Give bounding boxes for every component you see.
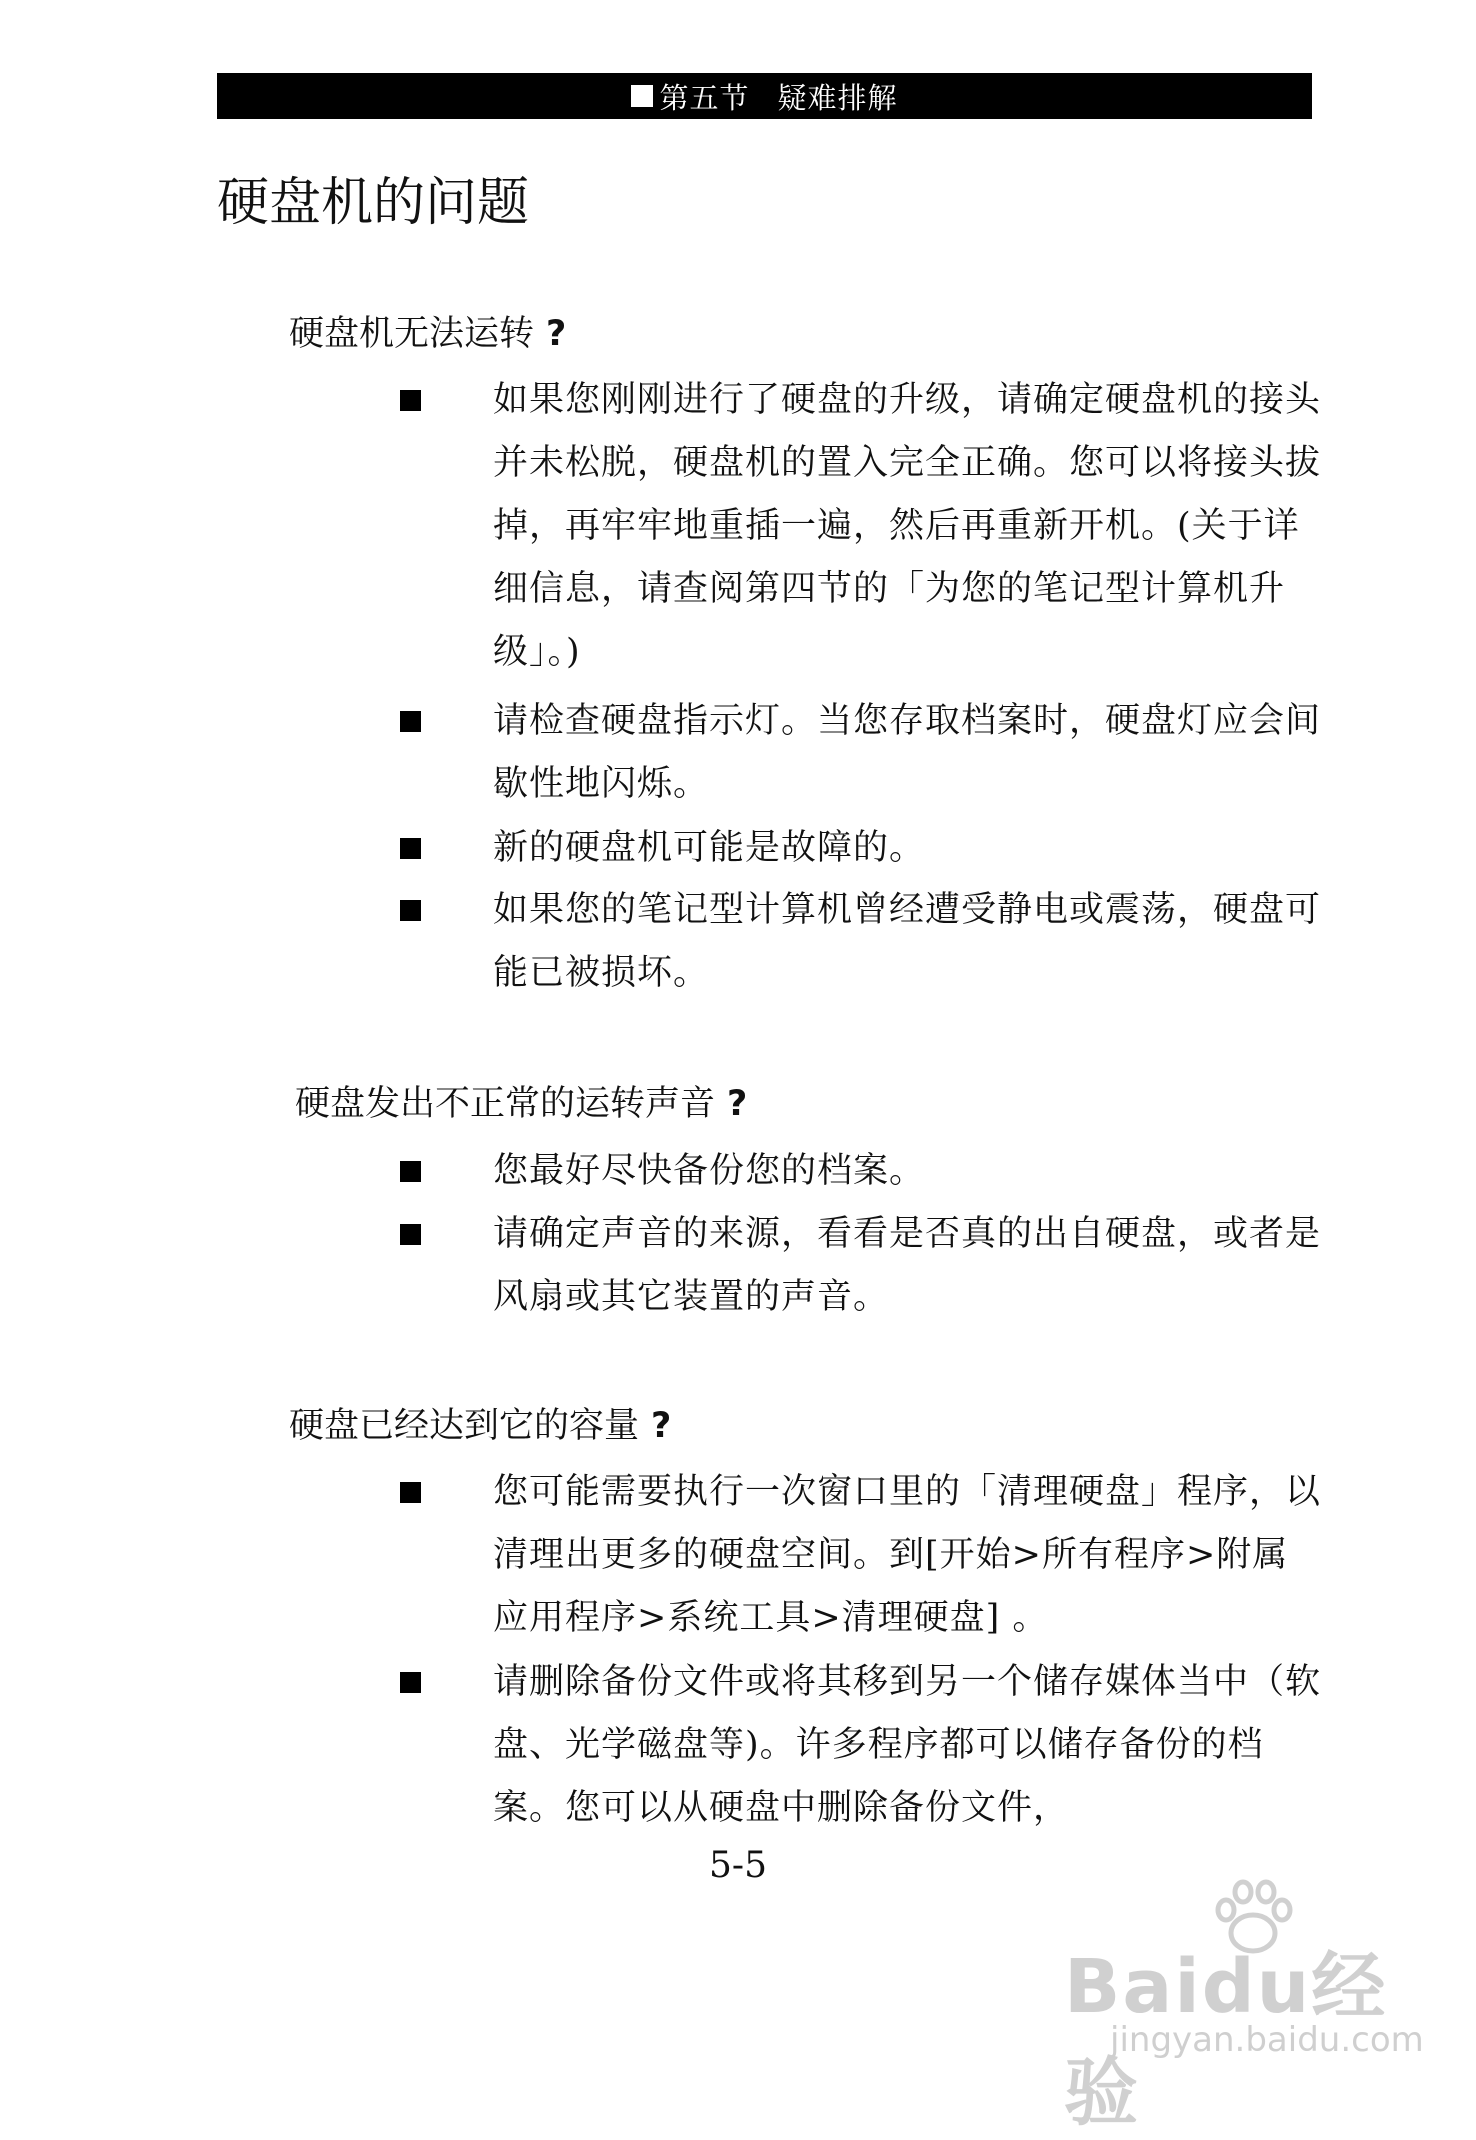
- list-item: 如果您刚刚进行了硬盘的升级，请确定硬盘机的接头并未松脱，硬盘机的置入完全正确。您可以将接头拔掉，再牢牢地重插一遍，然后再重新开机。(关于详细信息，请查阅第四节的「为您的笔记型计算机升级」。): [493, 380, 1322, 672]
- baidu-watermark: [1058, 1870, 1424, 2136]
- list-item: 您可能需要执行一次窗口里的「清理硬盘」程序，以清理出更多的硬盘空间。到[开始>所有程序>附属应用程序>系统工具>清理硬盘] 。: [493, 1472, 1322, 1638]
- question-text: 硬盘发出不正常的运转声音: [295, 1084, 716, 1124]
- list-item: 新的硬盘机可能是故障的。: [493, 828, 926, 868]
- square-bullet-icon: [400, 711, 421, 732]
- list-item: 请检查硬盘指示灯。当您存取档案时，硬盘灯应会间歇性地闪烁。: [493, 701, 1322, 804]
- question-heading: [295, 1080, 747, 1128]
- question-mark: ?: [727, 1084, 748, 1124]
- square-bullet-icon: [400, 1224, 421, 1245]
- question-mark: ?: [546, 314, 567, 354]
- section-header-bar: [217, 73, 1312, 119]
- question-text: 硬盘已经达到它的容量: [289, 1406, 640, 1446]
- watermark-brand: Baidu经验: [1064, 1944, 1388, 2136]
- question-heading: [289, 1402, 671, 1450]
- list-item: 请确定声音的来源，看看是否真的出自硬盘，或者是风扇或其它装置的声音。: [493, 1214, 1322, 1317]
- square-bullet-icon: [631, 85, 653, 107]
- watermark-url: jingyan.baidu.com: [1110, 2020, 1424, 2060]
- question-mark: ?: [651, 1406, 672, 1446]
- list-item: 您最好尽快备份您的档案。: [493, 1151, 926, 1191]
- square-bullet-icon: [400, 838, 421, 859]
- question-heading: [289, 310, 566, 358]
- list-item: 请删除备份文件或将其移到另一个储存媒体当中（软盘、光学磁盘等)。许多程序都可以储存备份的档案。您可以从硬盘中删除备份文件，: [493, 1662, 1322, 1828]
- square-bullet-icon: [400, 390, 421, 411]
- page-number: 5-5: [709, 1845, 767, 1886]
- square-bullet-icon: [400, 900, 421, 921]
- section-title: 疑难排解: [777, 80, 898, 115]
- list-item: 如果您的笔记型计算机曾经遭受静电或震荡，硬盘可能已被损坏。: [493, 890, 1322, 993]
- section-label: 第五节: [659, 80, 750, 115]
- page-title: 硬盘机的问题: [217, 173, 530, 233]
- question-text: 硬盘机无法运转: [289, 314, 535, 354]
- square-bullet-icon: [400, 1482, 421, 1503]
- square-bullet-icon: [400, 1672, 421, 1693]
- square-bullet-icon: [400, 1161, 421, 1182]
